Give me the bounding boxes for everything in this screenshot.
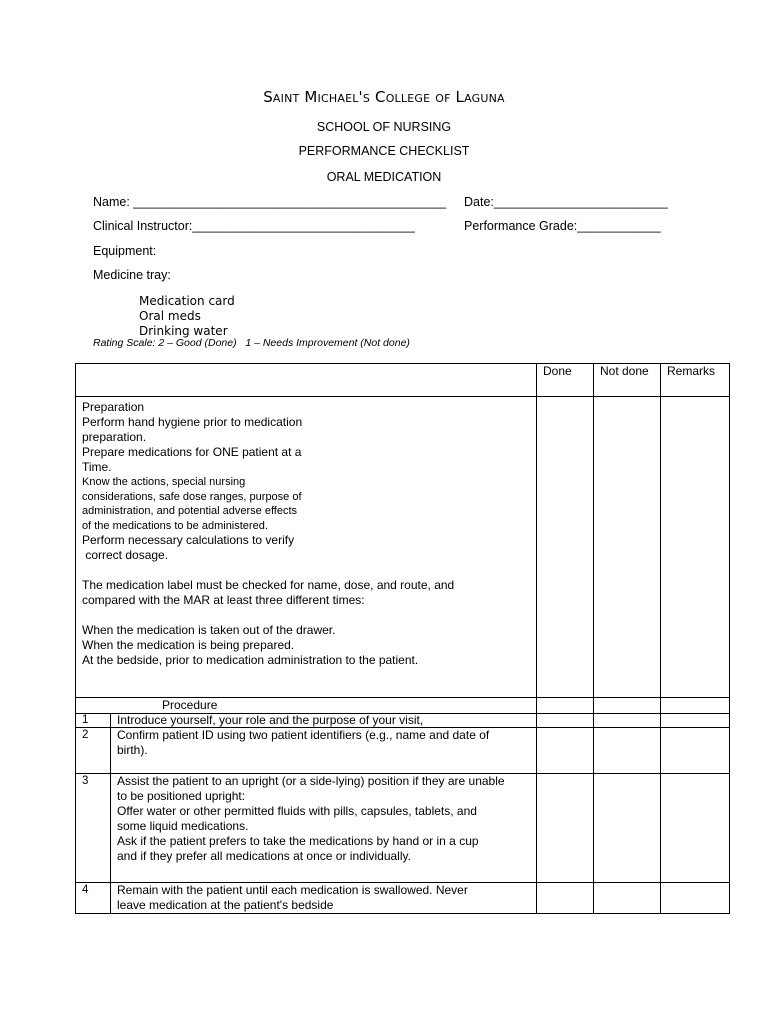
tray-item-drinking-water: Drinking water: [139, 324, 228, 338]
name-field[interactable]: Name: _____________________________________________: [93, 195, 447, 209]
preparation-line: Perform hand hygiene prior to medication: [82, 415, 303, 429]
document-type: PERFORMANCE CHECKLIST: [298, 144, 470, 158]
done-checkbox-cell: [537, 698, 594, 714]
step-text-cell: [111, 714, 537, 728]
column-header-not-done: Not done: [594, 364, 661, 397]
step-text-cell: [111, 774, 537, 883]
done-checkbox-cell[interactable]: [537, 714, 594, 728]
tray-item-medication-card: Medication card: [139, 294, 235, 308]
step-line: Confirm patient ID using two patient identifiers (e.g., name and date of: [117, 728, 490, 742]
remarks-cell[interactable]: [661, 728, 730, 774]
preparation-line: Perform necessary calculations to verify: [82, 533, 295, 548]
date-field[interactable]: Date:_________________________: [464, 195, 668, 209]
remarks-cell[interactable]: [661, 397, 730, 698]
not-done-checkbox-cell[interactable]: [594, 397, 661, 698]
step-line: Offer water or other permitted fluids with pills, capsules, tablets, and: [117, 804, 477, 818]
equipment-label: Equipment:: [93, 244, 157, 258]
step-line: Ask if the patient prefers to take the medications by hand or in a cup: [117, 834, 479, 848]
remarks-cell[interactable]: [661, 774, 730, 883]
tray-item-oral-meds: Oral meds: [139, 309, 201, 323]
table-row-preparation: [76, 397, 730, 698]
not-done-checkbox-cell[interactable]: [594, 714, 661, 728]
table-header-row: [76, 364, 730, 397]
table-row-step-2: [76, 728, 730, 774]
step-number: 1: [82, 714, 89, 726]
preparation-line: Prepare medications for ONE patient at a: [82, 445, 302, 459]
step-line: Remain with the patient until each medication is swallowed. Never: [117, 883, 468, 897]
preparation-cell: [76, 397, 537, 698]
step-line: to be positioned upright:: [117, 789, 246, 803]
step-number: 3: [82, 775, 89, 787]
preparation-line: Time.: [82, 460, 112, 474]
checklist-topic: ORAL MEDICATION: [326, 170, 442, 184]
preparation-title: Preparation: [82, 400, 145, 414]
table-row-step-1: [76, 714, 730, 728]
preparation-line: correct dosage.: [82, 548, 169, 563]
preparation-line: preparation.: [82, 430, 147, 444]
procedure-title: Procedure: [162, 698, 218, 712]
clinical-instructor-field[interactable]: Clinical Instructor:________________________________: [93, 219, 415, 233]
step-number: 2: [82, 729, 89, 741]
remarks-cell[interactable]: [661, 883, 730, 914]
school-name: SCHOOL OF NURSING: [316, 120, 452, 134]
not-done-checkbox-cell[interactable]: [594, 728, 661, 774]
done-checkbox-cell[interactable]: [537, 728, 594, 774]
preparation-line: At the bedside, prior to medication administration to the patient.: [82, 653, 419, 668]
step-line: Introduce yourself, your role and the purpose of your visit,: [117, 713, 424, 727]
step-number: 4: [82, 884, 89, 896]
step-text-cell: [111, 883, 537, 914]
done-checkbox-cell[interactable]: [537, 397, 594, 698]
not-done-checkbox-cell[interactable]: [594, 883, 661, 914]
performance-grade-field[interactable]: Performance Grade:____________: [464, 219, 661, 233]
not-done-checkbox-cell: [594, 698, 661, 714]
remarks-cell[interactable]: [661, 714, 730, 728]
step-line: birth).: [117, 743, 148, 757]
table-row-procedure-header: [76, 698, 730, 714]
column-header-remarks: Remarks: [661, 364, 730, 397]
step-line: Assist the patient to an upright (or a side-lying) position if they are unable: [117, 774, 505, 788]
medicine-tray-label: Medicine tray:: [93, 268, 171, 282]
column-header-done: Done: [537, 364, 594, 397]
table-row-step-4: [76, 883, 730, 914]
preparation-line: administration, and potential adverse effects: [82, 505, 298, 518]
step-number-cell: [76, 774, 111, 883]
college-name-text: Saint Michael's College of Laguna: [263, 88, 505, 106]
step-line: some liquid medications.: [117, 819, 249, 833]
step-number-cell: [76, 714, 111, 728]
procedure-title-cell: [76, 698, 537, 714]
preparation-line: of the medications to be administered.: [82, 519, 268, 532]
step-line: and if they prefer all medications at once or individually.: [117, 849, 411, 863]
step-line: leave medication at the patient's bedside: [117, 898, 334, 912]
header-blank-cell: [76, 364, 537, 397]
remarks-cell: [661, 698, 730, 714]
college-name: [0, 88, 768, 106]
done-checkbox-cell[interactable]: [537, 774, 594, 883]
preparation-line: Know the actions, special nursing: [82, 476, 246, 488]
performance-checklist-table: [75, 363, 730, 914]
done-checkbox-cell[interactable]: [537, 883, 594, 914]
not-done-checkbox-cell[interactable]: [594, 774, 661, 883]
preparation-line: compared with the MAR at least three different times:: [82, 593, 365, 608]
preparation-line: When the medication is taken out of the drawer.: [82, 623, 336, 638]
step-number-cell: [76, 728, 111, 774]
step-text-cell: [111, 728, 537, 774]
preparation-line: The medication label must be checked for name, dose, and route, and: [82, 578, 455, 593]
step-number-cell: [76, 883, 111, 914]
preparation-line: When the medication is being prepared.: [82, 638, 295, 653]
preparation-line: considerations, safe dose ranges, purpose of: [82, 490, 302, 503]
table-row-step-3: [76, 774, 730, 883]
rating-scale: Rating Scale: 2 – Good (Done) 1 – Needs Improvement (Not done): [93, 337, 410, 349]
